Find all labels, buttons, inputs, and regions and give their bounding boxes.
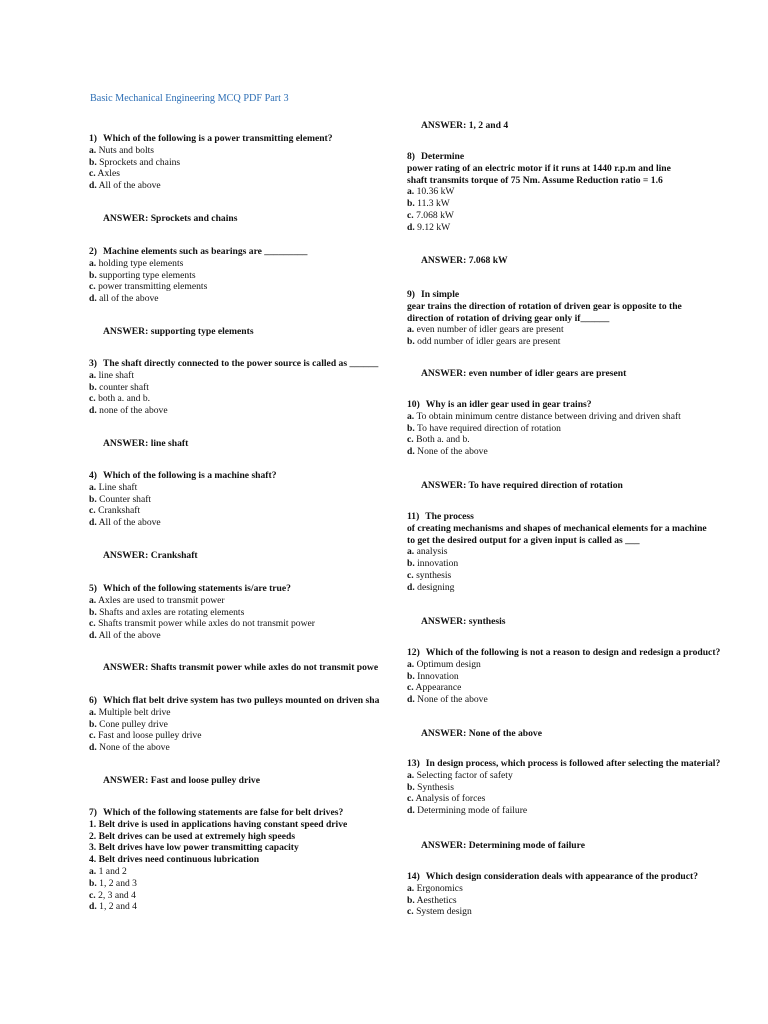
option-text: 2, 3 and 4 [98, 889, 136, 901]
question-text: Machine elements such as bearings are _________ [103, 246, 308, 257]
option-item [407, 336, 747, 348]
question-stem [407, 301, 747, 313]
option-letter: b. [407, 558, 415, 570]
question-stem [407, 175, 747, 187]
option-letter: b. [89, 606, 97, 618]
option-letter: a. [407, 882, 415, 894]
option-item [407, 186, 747, 198]
option-text: Analysis of forces [415, 793, 486, 805]
option-text: even number of idler gears are present [416, 324, 564, 336]
option-text: power transmitting elements [98, 281, 208, 293]
option-letter: b. [407, 198, 415, 210]
option-text: Both a. and b. [416, 434, 470, 446]
question-block [407, 399, 747, 458]
option-letter: a. [407, 658, 415, 670]
option-text: Shafts transmit power while axles do not transmit power [98, 618, 315, 630]
question-text: In design process, which process is followed after selecting the material? [425, 758, 721, 769]
option-letter: b. [89, 381, 97, 393]
option-text: Cone pulley drive [99, 718, 168, 730]
option-text: odd number of idler gears are present [417, 336, 561, 348]
answer-line: ANSWER: synthesis [421, 616, 506, 627]
question-text: of creating mechanisms and shapes of mechanical elements for a machine [407, 522, 707, 534]
right-column [407, 0, 747, 1024]
option-text: None of the above [417, 446, 488, 458]
option-letter: a. [89, 594, 97, 606]
option-item [89, 866, 392, 878]
option-letter: c. [407, 434, 414, 446]
option-text: Sprockets and chains [99, 156, 181, 168]
option-item [89, 630, 392, 642]
option-item [89, 618, 392, 630]
option-letter: d. [407, 581, 415, 593]
option-item [89, 730, 392, 742]
question-text: Why is an idler gear used in gear trains? [425, 399, 592, 410]
option-letter: c. [407, 793, 414, 805]
question-number: 10) [407, 399, 420, 410]
option-text: None of the above [417, 694, 488, 706]
option-text: 1, 2 and 3 [99, 877, 137, 889]
option-letter: c. [89, 505, 96, 517]
question-text: Which of the following is a machine shaft? [103, 470, 277, 481]
option-item [407, 222, 747, 234]
option-letter: a. [89, 706, 97, 718]
question-block [89, 358, 392, 417]
option-text: Crankshaft [98, 505, 141, 517]
option-letter: a. [89, 369, 97, 381]
option-letter: a. [407, 410, 415, 422]
option-item [407, 210, 747, 222]
option-item [407, 883, 747, 895]
question-stem [407, 151, 747, 163]
question-stem [407, 289, 747, 301]
question-text: Which design consideration deals with appearance of the product? [425, 871, 698, 882]
option-letter: c. [89, 618, 96, 630]
question-number: 5) [89, 583, 97, 594]
option-item [407, 659, 747, 671]
option-text: analysis [416, 546, 448, 558]
question-block [407, 289, 747, 348]
answer-line: ANSWER: even number of idler gears are present [421, 368, 627, 379]
option-text: all of the above [99, 293, 159, 305]
option-letter: b. [89, 718, 97, 730]
option-item [89, 180, 392, 192]
question-stem [89, 358, 392, 370]
option-text: Innovation [417, 670, 459, 682]
option-item [407, 324, 747, 336]
option-letter: a. [89, 865, 97, 877]
answer-line: ANSWER: To have required direction of rotation [421, 480, 623, 491]
question-number: 9) [407, 289, 415, 300]
option-item [407, 570, 747, 582]
option-text: All of the above [98, 180, 161, 192]
question-block [407, 758, 747, 817]
answer-line: ANSWER: 1, 2 and 4 [421, 120, 509, 131]
option-text: Determining mode of failure [417, 805, 528, 817]
question-text: to get the desired output for a given input is called as ___ [407, 534, 640, 546]
question-number: 2) [89, 246, 97, 257]
option-item [89, 382, 392, 394]
option-text: Nuts and bolts [98, 144, 155, 156]
question-text: In simple [421, 289, 460, 300]
option-text: supporting type elements [99, 269, 196, 281]
option-text: synthesis [416, 569, 452, 581]
option-letter: c. [89, 281, 96, 293]
question-text: Which of the following statements is/are true? [103, 583, 291, 594]
answer-line: ANSWER: Fast and loose pulley drive [103, 775, 260, 786]
option-letter: b. [407, 670, 415, 682]
option-item [89, 719, 392, 731]
option-text: 10.36 kW [416, 186, 455, 198]
question-block [89, 246, 392, 305]
question-number: 11) [407, 511, 420, 522]
option-item [89, 293, 392, 305]
option-letter: b. [89, 493, 97, 505]
answer-line: ANSWER: 7.068 kW [421, 255, 508, 266]
option-item [407, 446, 747, 458]
option-letter: b. [407, 781, 415, 793]
option-text: Selecting factor of safety [416, 769, 513, 781]
question-block [89, 583, 392, 642]
question-text: power rating of an electric motor if it runs at 1440 r.p.m and line [407, 162, 671, 174]
option-letter: a. [407, 546, 415, 558]
answer-line: ANSWER: Sprockets and chains [103, 213, 238, 224]
question-block [407, 647, 747, 706]
option-letter: d. [89, 180, 97, 192]
question-block [407, 511, 747, 594]
question-stem [407, 313, 747, 325]
option-letter: c. [407, 682, 414, 694]
question-text: 2. Belt drives can be used at extremely high speeds [89, 830, 296, 842]
question-stem [407, 511, 747, 523]
question-number: 12) [407, 647, 420, 658]
option-letter: b. [89, 156, 97, 168]
option-letter: a. [89, 481, 97, 493]
option-letter: c. [89, 730, 96, 742]
answer-line: ANSWER: Shafts transmit power while axles do not transmit powe [103, 662, 379, 673]
option-text: Line shaft [98, 481, 138, 493]
question-number: 13) [407, 758, 420, 769]
option-item [407, 423, 747, 435]
option-text: holding type elements [98, 257, 184, 269]
option-letter: c. [89, 168, 96, 180]
option-item [89, 145, 392, 157]
question-stem [89, 246, 392, 258]
option-item [407, 694, 747, 706]
question-text: shaft transmits torque of 75 Nm. Assume Reduction ratio = 1.6 [407, 174, 663, 186]
option-letter: d. [89, 901, 97, 913]
option-item [407, 895, 747, 907]
option-item [89, 370, 392, 382]
option-text: 9.12 kW [417, 221, 451, 233]
option-letter: c. [89, 889, 96, 901]
option-letter: b. [89, 877, 97, 889]
question-text: 4. Belt drives need continuous lubrication [89, 854, 260, 866]
option-letter: d. [407, 446, 415, 458]
option-item [407, 411, 747, 423]
option-text: line shaft [98, 369, 135, 381]
option-text: 7.068 kW [416, 209, 454, 221]
option-item [407, 793, 747, 805]
question-block [89, 133, 392, 192]
option-item [89, 878, 392, 890]
option-text: innovation [417, 558, 459, 570]
question-text: 1. Belt drive is used in applications having constant speed drive [89, 818, 348, 830]
question-number: 6) [89, 695, 97, 706]
option-item [89, 405, 392, 417]
question-block [89, 807, 392, 913]
question-stem [407, 758, 747, 770]
option-text: 1, 2 and 4 [99, 901, 137, 913]
option-text: Axles [97, 168, 120, 180]
option-text: 11.3 kW [417, 198, 450, 210]
option-item [407, 546, 747, 558]
question-stem [407, 871, 747, 883]
question-text: gear trains the direction of rotation of driven gear is opposite to the [407, 300, 682, 312]
option-letter: d. [89, 742, 97, 754]
option-item [89, 607, 392, 619]
option-item [89, 494, 392, 506]
question-text: The shaft directly connected to the power source is called as ______ [103, 358, 379, 369]
option-item [407, 558, 747, 570]
option-letter: a. [89, 144, 97, 156]
option-text: Aesthetics [416, 894, 457, 906]
option-item [89, 595, 392, 607]
option-item [89, 270, 392, 282]
option-item [89, 517, 392, 529]
option-item [89, 168, 392, 180]
option-letter: d. [89, 293, 97, 305]
question-block [89, 470, 392, 529]
option-text: None of the above [99, 742, 170, 754]
option-item [89, 258, 392, 270]
option-text: All of the above [98, 630, 161, 642]
option-letter: a. [407, 324, 415, 336]
question-stem [89, 831, 392, 843]
option-letter: b. [407, 422, 415, 434]
question-text: Determine [421, 151, 465, 162]
option-letter: b. [89, 269, 97, 281]
option-item [407, 682, 747, 694]
question-text: The process [425, 511, 474, 522]
question-stem [407, 535, 747, 547]
question-text: Which of the following is a power transmitting element? [103, 133, 333, 144]
question-number: 1) [89, 133, 97, 144]
question-stem [89, 583, 392, 595]
option-item [407, 782, 747, 794]
question-block [407, 871, 747, 918]
option-letter: d. [89, 517, 97, 529]
option-text: counter shaft [99, 381, 149, 393]
option-item [89, 482, 392, 494]
answer-line: ANSWER: None of the above [421, 728, 542, 739]
option-item [89, 505, 392, 517]
option-item [407, 805, 747, 817]
document-title: Basic Mechanical Engineering MCQ PDF Part 3 [90, 93, 289, 104]
option-item [407, 198, 747, 210]
answer-line: ANSWER: supporting type elements [103, 326, 254, 337]
option-item [89, 393, 392, 405]
question-stem [89, 695, 392, 707]
question-block [89, 695, 392, 754]
question-text: Which of the following statements are false for belt drives? [103, 807, 344, 818]
option-text: Synthesis [417, 781, 454, 793]
question-number: 7) [89, 807, 97, 818]
option-letter: a. [407, 769, 415, 781]
question-text: direction of rotation of driving gear only if______ [407, 312, 610, 324]
question-stem [89, 807, 392, 819]
option-item [89, 742, 392, 754]
option-text: both a. and b. [98, 393, 151, 405]
question-number: 4) [89, 470, 97, 481]
question-stem [89, 854, 392, 866]
option-text: none of the above [99, 405, 168, 417]
question-stem [407, 399, 747, 411]
option-item [89, 281, 392, 293]
option-text: Appearance [415, 682, 462, 694]
option-item [407, 582, 747, 594]
question-number: 3) [89, 358, 97, 369]
option-item [407, 671, 747, 683]
option-letter: d. [407, 805, 415, 817]
option-letter: c. [407, 209, 414, 221]
question-stem [407, 647, 747, 659]
question-stem [407, 163, 747, 175]
option-letter: a. [89, 257, 97, 269]
question-stem [89, 133, 392, 145]
option-text: Axles are used to transmit power [98, 594, 225, 606]
question-stem [89, 470, 392, 482]
question-number: 8) [407, 151, 415, 162]
option-letter: d. [407, 221, 415, 233]
option-text: All of the above [98, 517, 161, 529]
option-item [407, 770, 747, 782]
left-column [89, 0, 392, 1024]
option-letter: d. [407, 694, 415, 706]
answer-line: ANSWER: line shaft [103, 438, 189, 449]
question-text: Which of the following is not a reason to design and redesign a product? [425, 647, 721, 658]
option-text: 1 and 2 [98, 865, 127, 877]
option-text: designing [417, 581, 455, 593]
question-block [407, 151, 747, 234]
option-letter: a. [407, 186, 415, 198]
option-item [407, 906, 747, 918]
option-text: Shafts and axles are rotating elements [99, 606, 245, 618]
option-letter: c. [407, 569, 414, 581]
option-item [89, 157, 392, 169]
option-item [89, 707, 392, 719]
option-text: Counter shaft [99, 493, 152, 505]
answer-line: ANSWER: Determining mode of failure [421, 840, 585, 851]
option-text: Ergonomics [416, 882, 463, 894]
option-text: System design [416, 906, 472, 918]
option-letter: d. [89, 405, 97, 417]
option-text: Fast and loose pulley drive [98, 730, 202, 742]
option-item [89, 890, 392, 902]
question-text: Which flat belt drive system has two pulleys mounted on driven sha [103, 695, 380, 706]
option-letter: c. [407, 906, 414, 918]
option-text: To obtain minimum centre distance between driving and driven shaft [416, 410, 681, 422]
option-text: Multiple belt drive [98, 706, 171, 718]
option-text: To have required direction of rotation [416, 422, 561, 434]
option-letter: d. [89, 630, 97, 642]
question-stem [89, 842, 392, 854]
option-letter: b. [407, 894, 415, 906]
option-letter: b. [407, 336, 415, 348]
question-stem [89, 819, 392, 831]
option-letter: c. [89, 393, 96, 405]
option-text: Optimum design [416, 658, 481, 670]
option-item [407, 434, 747, 446]
question-number: 14) [407, 871, 420, 882]
answer-line: ANSWER: Crankshaft [103, 550, 198, 561]
question-text: 3. Belt drives have low power transmitting capacity [89, 842, 299, 854]
option-item [89, 901, 392, 913]
question-stem [407, 523, 747, 535]
